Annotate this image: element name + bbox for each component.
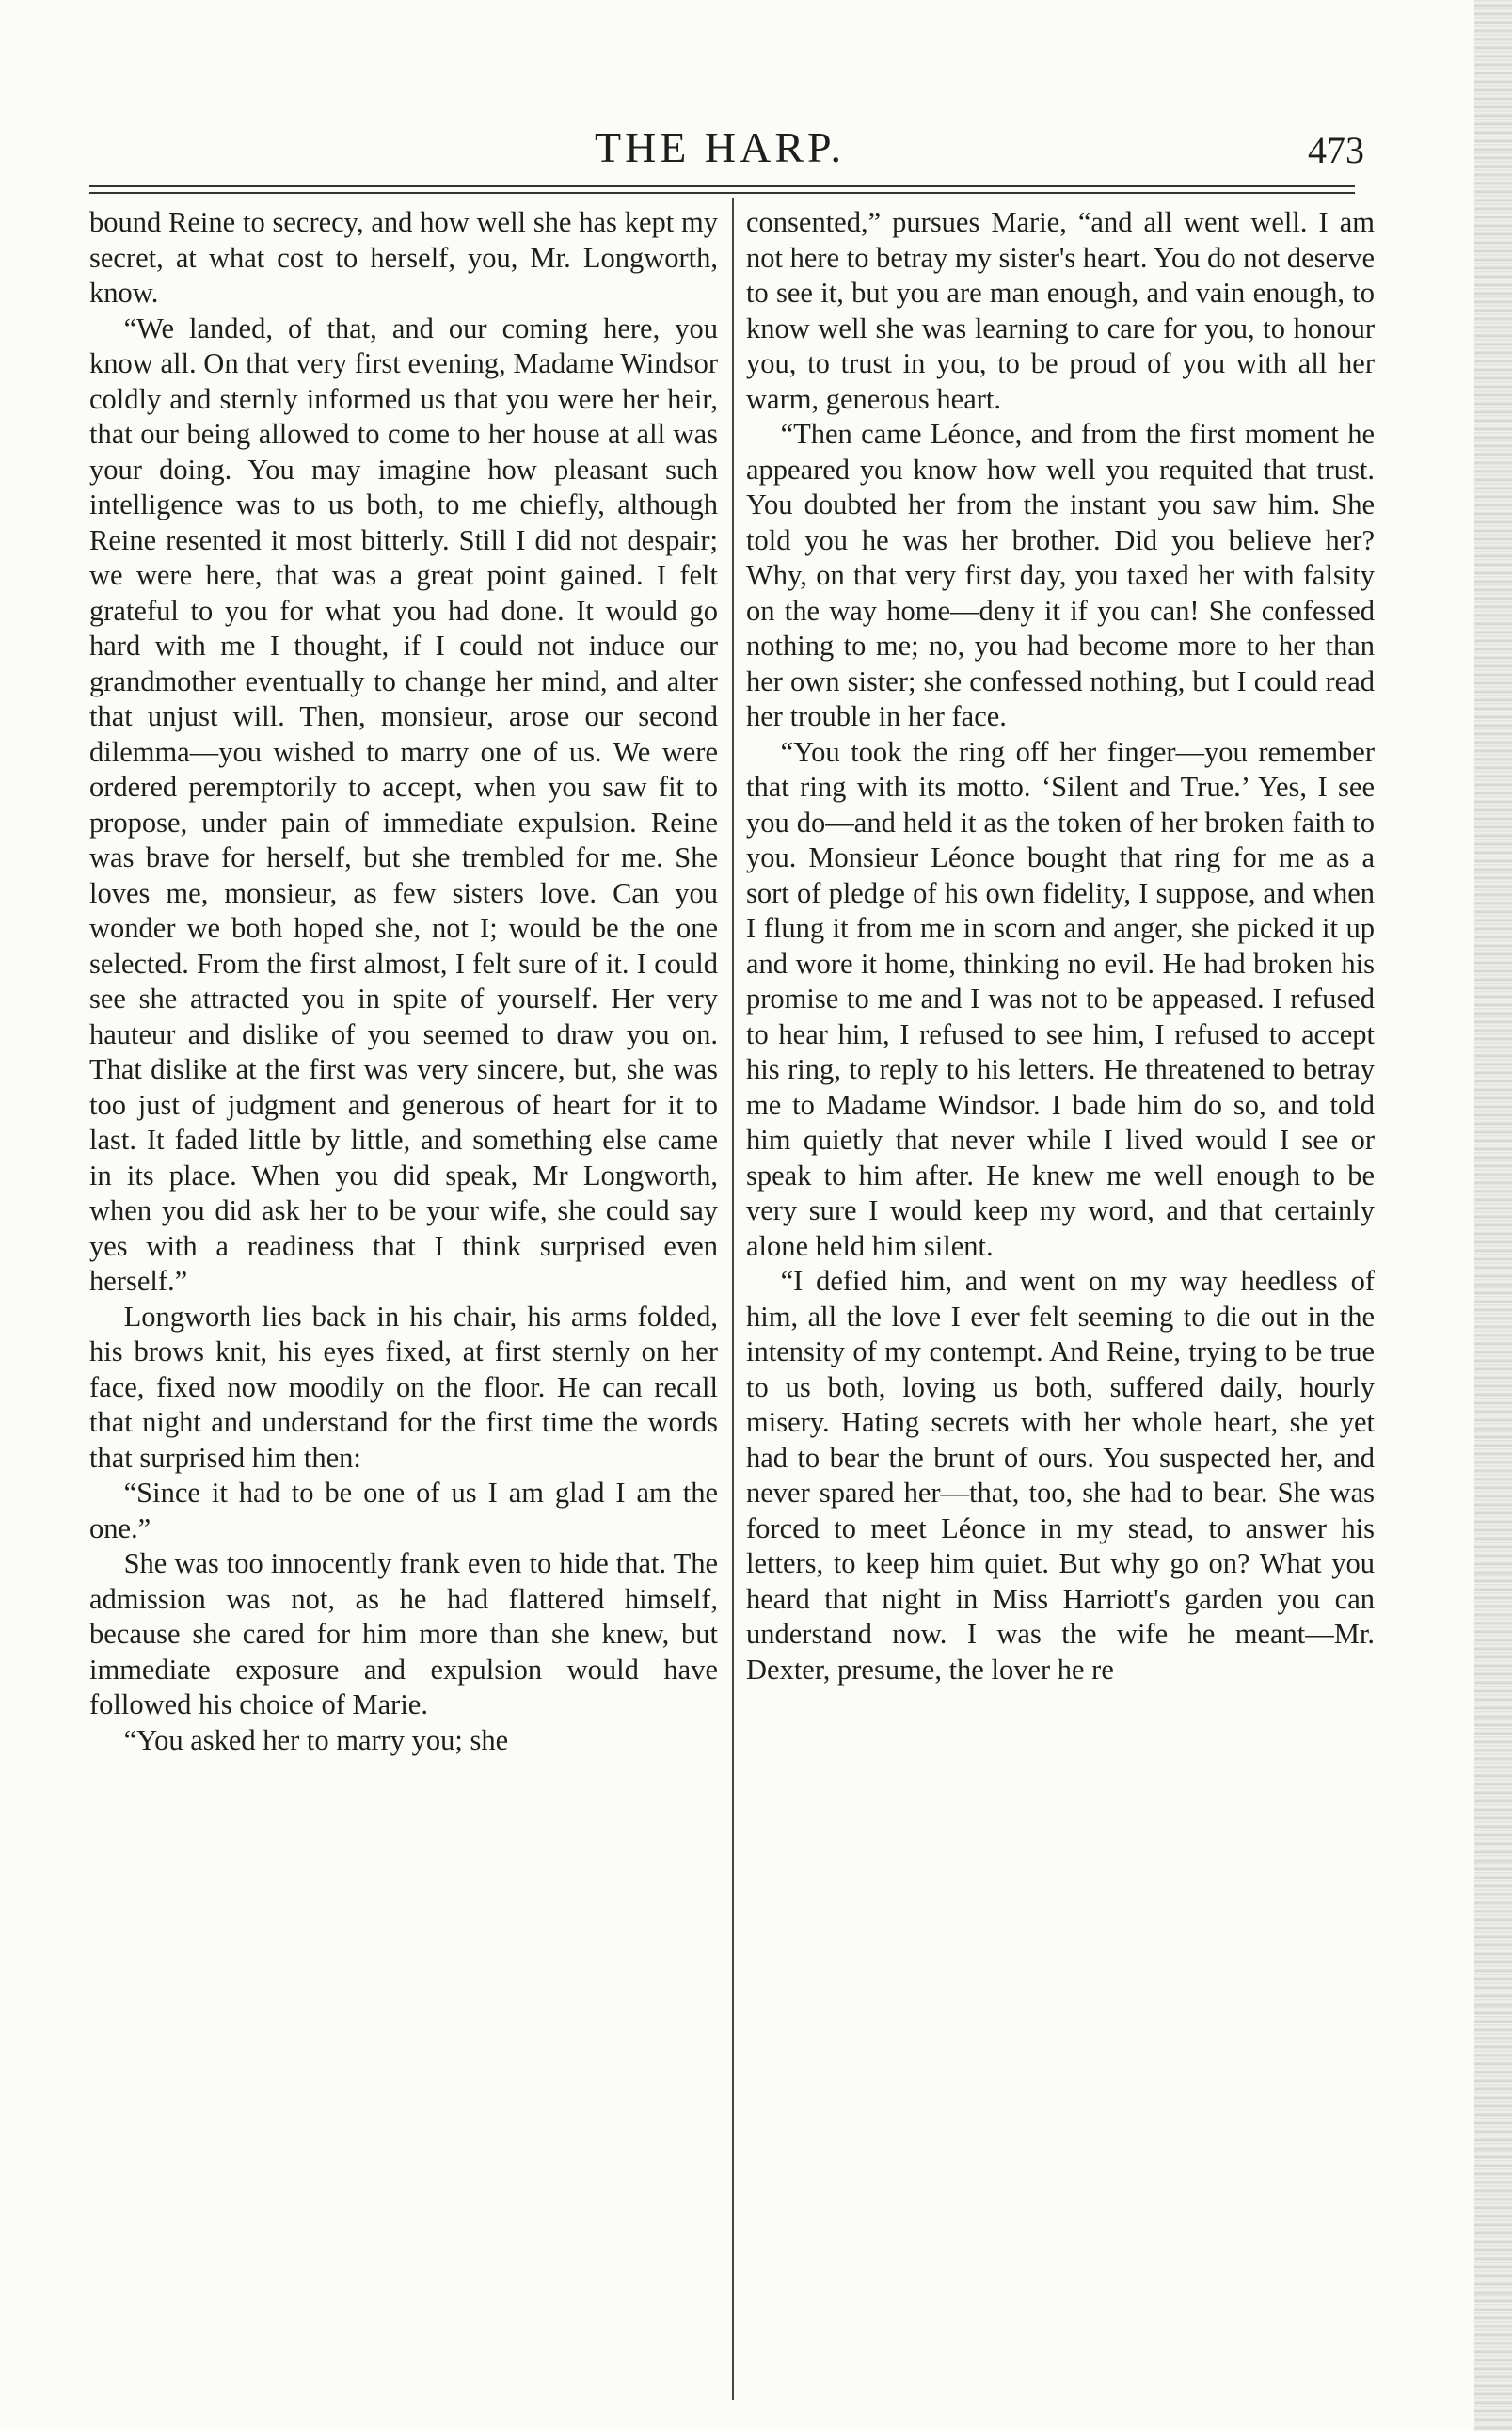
paragraph: “We landed, of that, and our coming here, you know all. On that very first evening, Madame Windsor coldly and sternly informed us that you were her heir, that our being allowed to come to her house at all was your doing. You may imagine how pleasant such intelligence was to us both, to me chiefly, although Reine resented it most bitterly. Still I did not despair; we were here, that was a great point gained. I felt grateful to you for what you had done. It would go hard with me I thought, if I could not induce our grandmother eventually to change her mind, and alter that unjust will. Then, monsieur, arose our second dilemma—you wished to marry one of us. We were ordered peremptorily to accept, when you saw fit to propose, under pain of immediate expulsion. Reine was brave for herself, but she trembled for me. She loves me, monsieur, as few sisters love. Can you wonder we both hoped she, not I; would be the one selected. From the first almost, I felt sure of it. I could see she attracted you in spite of yourself. Her very hauteur and dislike of you seemed to draw you on. That dislike at the first was very sincere, but, she was too just of judgment and generous of heart for it to last. It faded little by little, and something else came in its place. When you did speak, Mr Longworth, when you did ask her to be your wife, she could say yes with a readiness that I think surprised even herself.” xyxy=(89,312,718,1297)
paragraph: “You asked her to marry you; she xyxy=(123,1723,509,1756)
right-column xyxy=(746,205,1375,1687)
header-rule-bottom xyxy=(89,192,1355,194)
paragraph: Longworth lies back in his chair, his arms folded, his brows knit, his eyes fixed, at first sternly on her face, fixed now moodily on the floor. He can recall that night and understand for the first time the words that surprised him then: xyxy=(89,1300,718,1474)
page-number: 473 xyxy=(1308,129,1364,171)
paragraph: “I defied him, and went on my way heedless of him, all the love I ever felt seeming to die out in the intensity of my contempt. And Reine, trying to be true to us both, loving us both, suffered daily, hourly misery. Hating secrets with her whole heart, she yet had to bear the brunt of ours. You suspected her, and never spared her—that, too, she had to bear. She was forced to meet Léonce in my stead, to answer his letters, to keep him quiet. But why go on? What you heard that night in Miss Harriott's garden you can understand now. I was the wife he meant—Mr. Dexter, presume, the lover he re xyxy=(746,1265,1375,1686)
paragraph: “Since it had to be one of us I am glad I am the one.” xyxy=(89,1477,718,1544)
paragraph: “You took the ring off her finger—you remember that ring with its motto. ‘Silent and True.’ Yes, I see you do—and held it as the token of her broken faith to you. Monsieur Léonce bought that ring for me as a sort of pledge of his own fidelity, I suppose, and when I flung it from me in scorn and anger, she picked it up and wore it home, thinking no evil. He had broken his promise to me and I was not to be appeased. I refused to hear him, I refused to see him, I refused to accept his ring, to reply to his letters. He threatened to betray me to Madame Windsor. I bade him do so, and told him quietly that never while I lived would I see or speak to him after. He knew me well enough to be very sure I would keep my word, and that certainly alone held him silent. xyxy=(746,735,1375,1262)
scanned-page-edge xyxy=(1474,0,1512,2431)
running-title: THE HARP. xyxy=(594,123,846,171)
paragraph: “Then came Léonce, and from the first moment he appeared you know how well you requited that trust. You doubted her from the instant you saw him. She told you he was her brother. Did you believe her? Why, on that very first day, you taxed her with falsity on the way home—deny it if you can! She confessed nothing to me; no, you had become more to her than her own sister; she confessed nothing, but I could read her trouble in her face. xyxy=(746,418,1375,732)
paragraph: consented,” pursues Marie, “and all went well. I am not here to betray my sister's heart. You do not deserve to see it, but you are man enough, and vain enough, to know well she was learning to care for you, to honour you, to trust in you, to be proud of you with all her warm, generous heart. xyxy=(746,206,1375,415)
paragraph: bound Reine to secrecy, and how well she has kept my secret, at what cost to herself, you, Mr. Longworth, know. xyxy=(89,206,718,309)
page-header xyxy=(85,113,1364,179)
paragraph: She was too innocently frank even to hide that. The admission was not, as he had flattered himself, because she cared for him more than she knew, but immediate exposure and expulsion would have followed his choice of Marie. xyxy=(89,1547,718,1720)
left-column xyxy=(89,205,718,1758)
header-rule-top xyxy=(89,185,1355,187)
column-divider xyxy=(732,198,734,2400)
